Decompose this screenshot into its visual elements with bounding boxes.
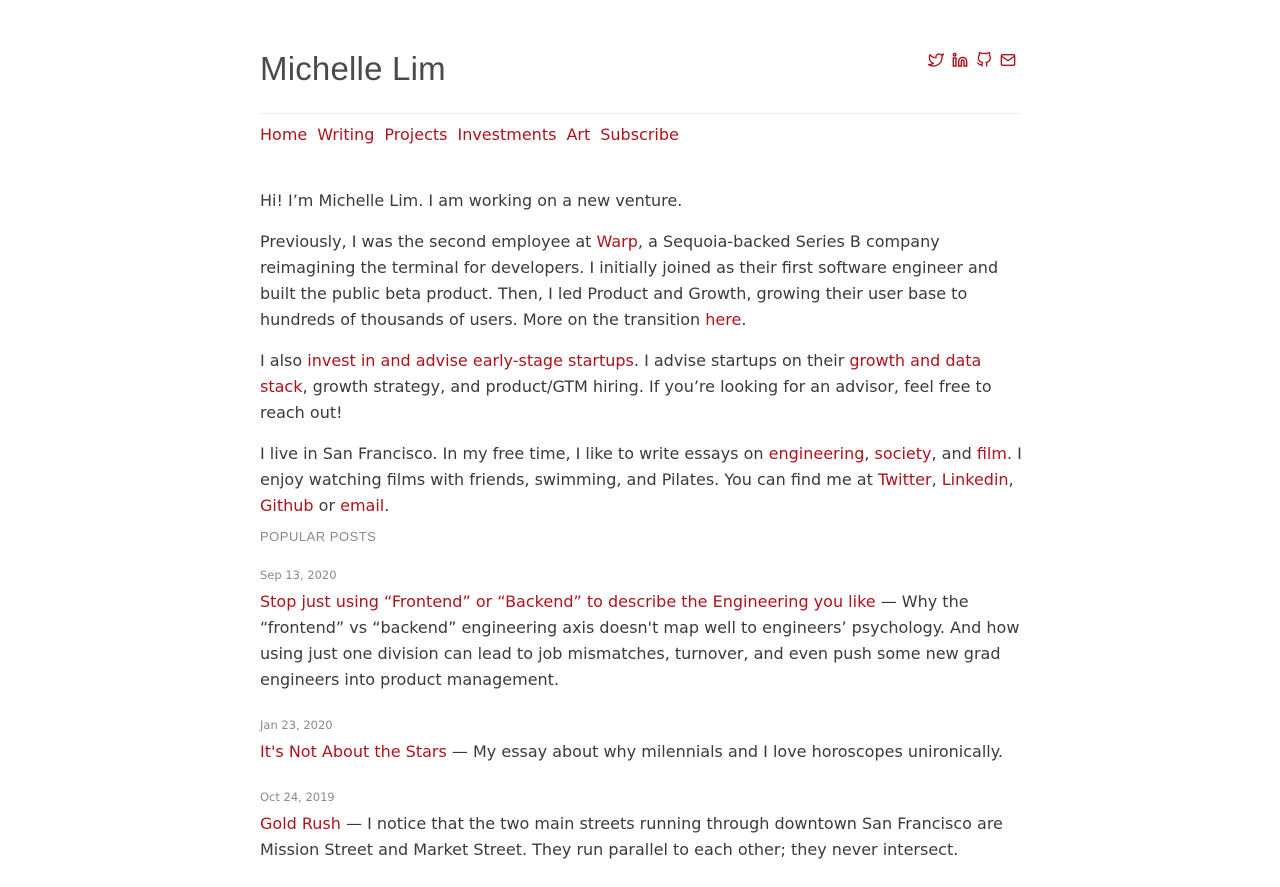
intro-paragraph-3 [260,348,1022,426]
nav-home[interactable]: Home [260,125,308,144]
intro-paragraph-2 [260,229,1022,333]
invest-link[interactable]: invest in and advise early-stage startups [307,351,634,370]
popular-posts-heading: POPULAR POSTS [260,529,377,544]
site-header [260,0,1020,114]
text: , [931,470,942,489]
email-link[interactable]: email [340,496,385,515]
text: , and [931,444,977,463]
post-body [260,739,1022,765]
nav-writing[interactable]: Writing [317,125,375,144]
linkedin-link[interactable]: Linkedin [941,470,1009,489]
post-title-link[interactable]: Gold Rush [260,814,341,833]
twitter-icon[interactable] [928,52,944,68]
text: , [1008,470,1014,489]
text: I live in San Francisco. In my free time, I like to write essays on [260,444,769,463]
nav-subscribe[interactable]: Subscribe [600,125,679,144]
nav-projects[interactable]: Projects [384,125,448,144]
engineering-link[interactable]: engineering [768,444,865,463]
film-link[interactable]: film [976,444,1007,463]
post-title-link[interactable]: Stop just using “Frontend” or “Backend” to describe the Engineering you like [260,592,876,611]
twitter-link[interactable]: Twitter [877,470,932,489]
warp-link[interactable]: Warp [596,232,638,251]
site-title[interactable]: Michelle Lim [260,50,446,87]
text: , a Sequoia-backed Series B company reimagining the terminal for developers. I initially joined as their first software engineer and built the public beta product. Then, I led Product and Growth, growing their user base to hundreds of thousands of users. More on the transition [260,232,999,329]
github-icon[interactable] [976,52,992,68]
text: . I enjoy watching films with friends, swimming, and Pilates. You can find me at [260,444,1022,489]
nav-art[interactable]: Art [566,125,591,144]
main-content [260,188,1022,887]
post-date: Sep 13, 2020 [260,568,337,582]
post-date: Jan 23, 2020 [260,718,333,732]
main-nav [260,125,679,144]
post-item [260,567,1022,693]
post-summary: — My essay about why milennials and I love horoscopes unironically. [446,742,1003,761]
post-item [260,789,1022,863]
text: Previously, I was the second employee at [260,232,597,251]
post-item [260,717,1022,765]
post-date: Oct 24, 2019 [260,790,335,804]
growth-stack-link[interactable]: growth and data stack [260,351,982,396]
social-links [928,52,1016,68]
post-summary: — I notice that the two main streets running through downtown San Francisco are Mission Street and Market Street. They run parallel to each other; they never intersect. [260,814,1003,859]
post-body [260,811,1022,863]
text: , growth strategy, and product/GTM hiring. If you’re looking for an advisor, feel free to reach out! [260,377,992,422]
text: . [384,496,390,515]
nav-investments[interactable]: Investments [457,125,557,144]
mail-icon[interactable] [1000,52,1016,68]
text: . I advise startups on their [633,351,850,370]
post-body [260,589,1022,693]
transition-link[interactable]: here [705,310,742,329]
page-container [260,0,1022,859]
post-summary: — Why the “frontend” vs “backend” engineering axis doesn't map well to engineers’ psychology. And how using just one division can lead to job mismatches, turnover, and even push some new grad engineers into product management. [260,592,1020,689]
text: . [741,310,747,329]
linkedin-icon[interactable] [952,52,968,68]
text: , [864,444,875,463]
intro-paragraph-4 [260,441,1022,519]
post-title-link[interactable]: It's Not About the Stars [260,742,447,761]
github-link[interactable]: Github [260,496,314,515]
text: I also [260,351,308,370]
text: or [313,496,341,515]
society-link[interactable]: society [874,444,932,463]
intro-paragraph-1: Hi! I’m Michelle Lim. I am working on a new venture. [260,191,683,210]
